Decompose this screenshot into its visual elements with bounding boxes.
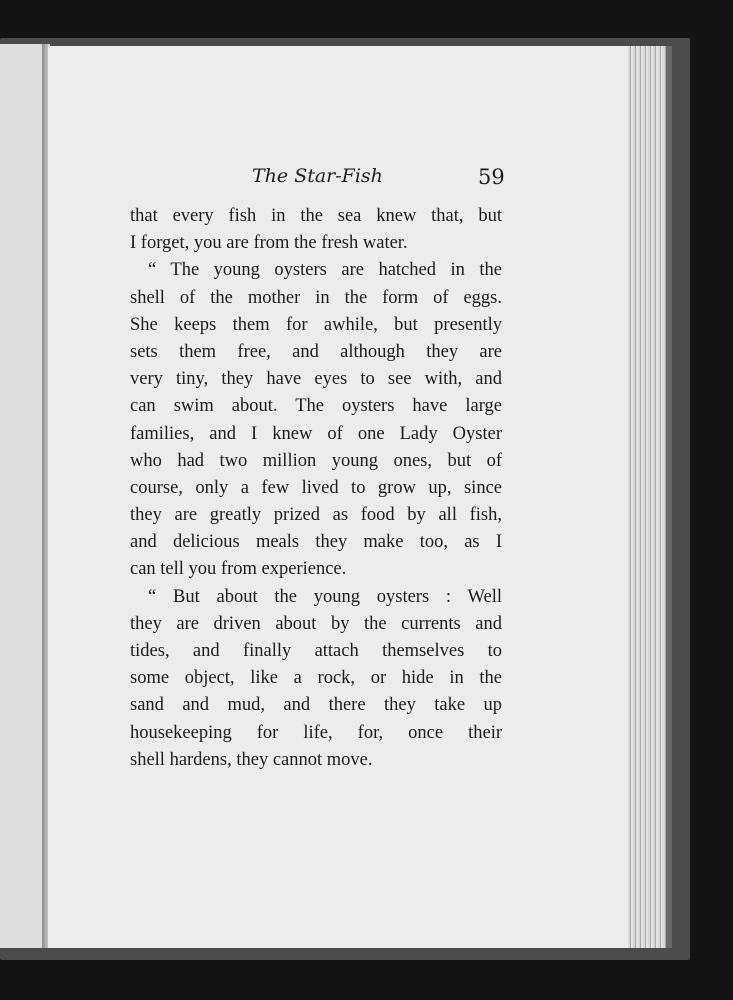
text-line: She keeps them for awhile, but presently (130, 314, 502, 335)
text-line: “ The young oysters are hatched in the (148, 260, 502, 281)
text-line: who had two million young ones, but of (130, 450, 502, 471)
text-line: they are driven about by the currents and (130, 613, 502, 634)
text-line: housekeeping for life, for, once their (130, 722, 502, 743)
text-line: that every fish in the sea knew that, but (130, 206, 502, 226)
text-line: very tiny, they have eyes to see with, and (130, 369, 502, 390)
text-line: some object, like a rock, or hide in the (130, 668, 502, 689)
text-line: sets them free, and although they are (130, 341, 502, 362)
text-line: shell hardens, they cannot move. (130, 749, 373, 770)
text-line: tides, and finally attach themselves to (130, 641, 502, 661)
text-line: and delicious meals they make too, as I (130, 532, 502, 553)
running-title: The Star-Fish (252, 165, 383, 187)
text-line: I forget, you are from the fresh water. (130, 233, 408, 254)
body-text (130, 203, 502, 774)
text-line: can tell you from experience. (130, 559, 347, 580)
text-line: course, only a few lived to grow up, since (130, 477, 502, 498)
text-line: sand and mud, and there they take up (130, 695, 502, 716)
page-number: 59 (478, 165, 505, 189)
text-line: they are greatly prized as food by all fish, (130, 505, 502, 526)
text-line: families, and I knew of one Lady Oyster (130, 423, 502, 444)
text-line: shell of the mother in the form of eggs. (130, 287, 502, 308)
text-line: “ But about the young oysters : Well (148, 586, 502, 607)
running-head (0, 165, 733, 199)
text-line: can swim about. The oysters have large (130, 396, 502, 417)
